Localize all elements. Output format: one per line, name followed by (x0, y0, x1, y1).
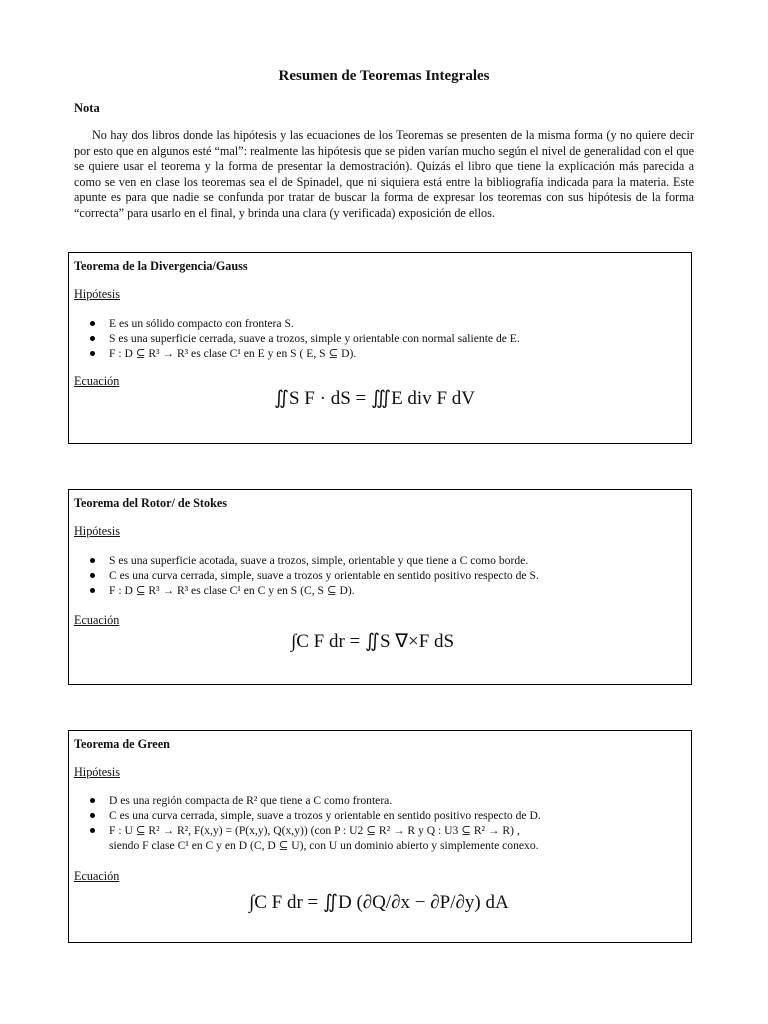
equation-label: Ecuación (74, 613, 120, 627)
hypotheses-list (87, 553, 539, 598)
hypothesis-item: F : U ⊆ R² → R², F(x,y) = (P(x,y), Q(x,y)) (con P : U2 ⊆ R² → R y Q : U3 ⊆ R² → R) , (87, 823, 541, 838)
hypothesis-item: D es una región compacta de R² que tiene a C como frontera. (87, 793, 541, 808)
green-equation: ∫C F dr = ∬D (∂Q/∂x − ∂P/∂y) dA (249, 892, 509, 913)
theorem-box-green (68, 730, 692, 943)
page-title: Resumen de Teoremas Integrales (278, 68, 490, 84)
theorem-title: Teorema de la Divergencia/Gauss (74, 259, 248, 273)
hypothesis-continuation: siendo F clase C¹ en C y en D (C, D ⊆ U), con U un dominio abierto y simplemente conexo. (109, 839, 539, 852)
hypotheses-list (87, 793, 541, 853)
hypothesis-item: F : D ⊆ R³ → R³ es clase C¹ en E y en S ( E, S ⊆ D). (87, 346, 520, 361)
hypotheses-label: Hipótesis (74, 287, 121, 301)
equation-label: Ecuación (74, 374, 120, 388)
hypothesis-item: C es una curva cerrada, simple, suave a trozos y orientable en sentido positivo respecto de S. (87, 568, 539, 583)
hypothesis-item: S es una superficie acotada, suave a trozos, simple, orientable y que tiene a C como borde. (87, 553, 539, 568)
hypothesis-item: F : D ⊆ R³ → R³ es clase C¹ en C y en S (C, S ⊆ D). (87, 583, 539, 598)
stokes-equation: ∫C F dr = ∬S ∇×F dS (291, 631, 455, 652)
hypotheses-list (87, 316, 520, 361)
hypothesis-item: S es una superficie cerrada, suave a trozos, simple y orientable con normal saliente de E. (87, 331, 520, 346)
theorem-title: Teorema del Rotor/ de Stokes (74, 496, 228, 510)
hypothesis-item: E es un sólido compacto con frontera S. (87, 316, 520, 331)
divergence-equation: ∬S F · dS = ∭E div F dV (274, 388, 475, 409)
hypotheses-label: Hipótesis (74, 524, 121, 538)
note-paragraph: No hay dos libros donde las hipótesis y las ecuaciones de los Teoremas se presenten de la misma forma (y no quiere decir por esto que en algunos esté “mal”: realmente las hipótesis que se piden varían mucho según el nivel de generalidad con el que se quiere usar el teorema y la forma de presentar la demostración). Quizás el libro que tiene la explicación más parecida a como se ven en clase los teoremas sea el de Spinadel, que ni siquiera está entre la bibliografía indicada para la materia. Este apunte es para que nadie se confunda por tratar de buscar la forma de expresar los teoremas con sus hipótesis de la forma “correcta” para usarlo en el final, y brinda una clara (y verificada) exposición de ellos. (74, 128, 694, 220)
note-heading: Nota (74, 101, 100, 115)
equation-label: Ecuación (74, 869, 120, 883)
theorem-box-stokes (68, 489, 692, 685)
theorem-box-gauss (68, 252, 692, 444)
theorem-title: Teorema de Green (74, 737, 170, 751)
hypotheses-label: Hipótesis (74, 765, 121, 779)
hypothesis-item: C es una curva cerrada, simple, suave a trozos y orientable en sentido positivo respecto de D. (87, 808, 541, 823)
